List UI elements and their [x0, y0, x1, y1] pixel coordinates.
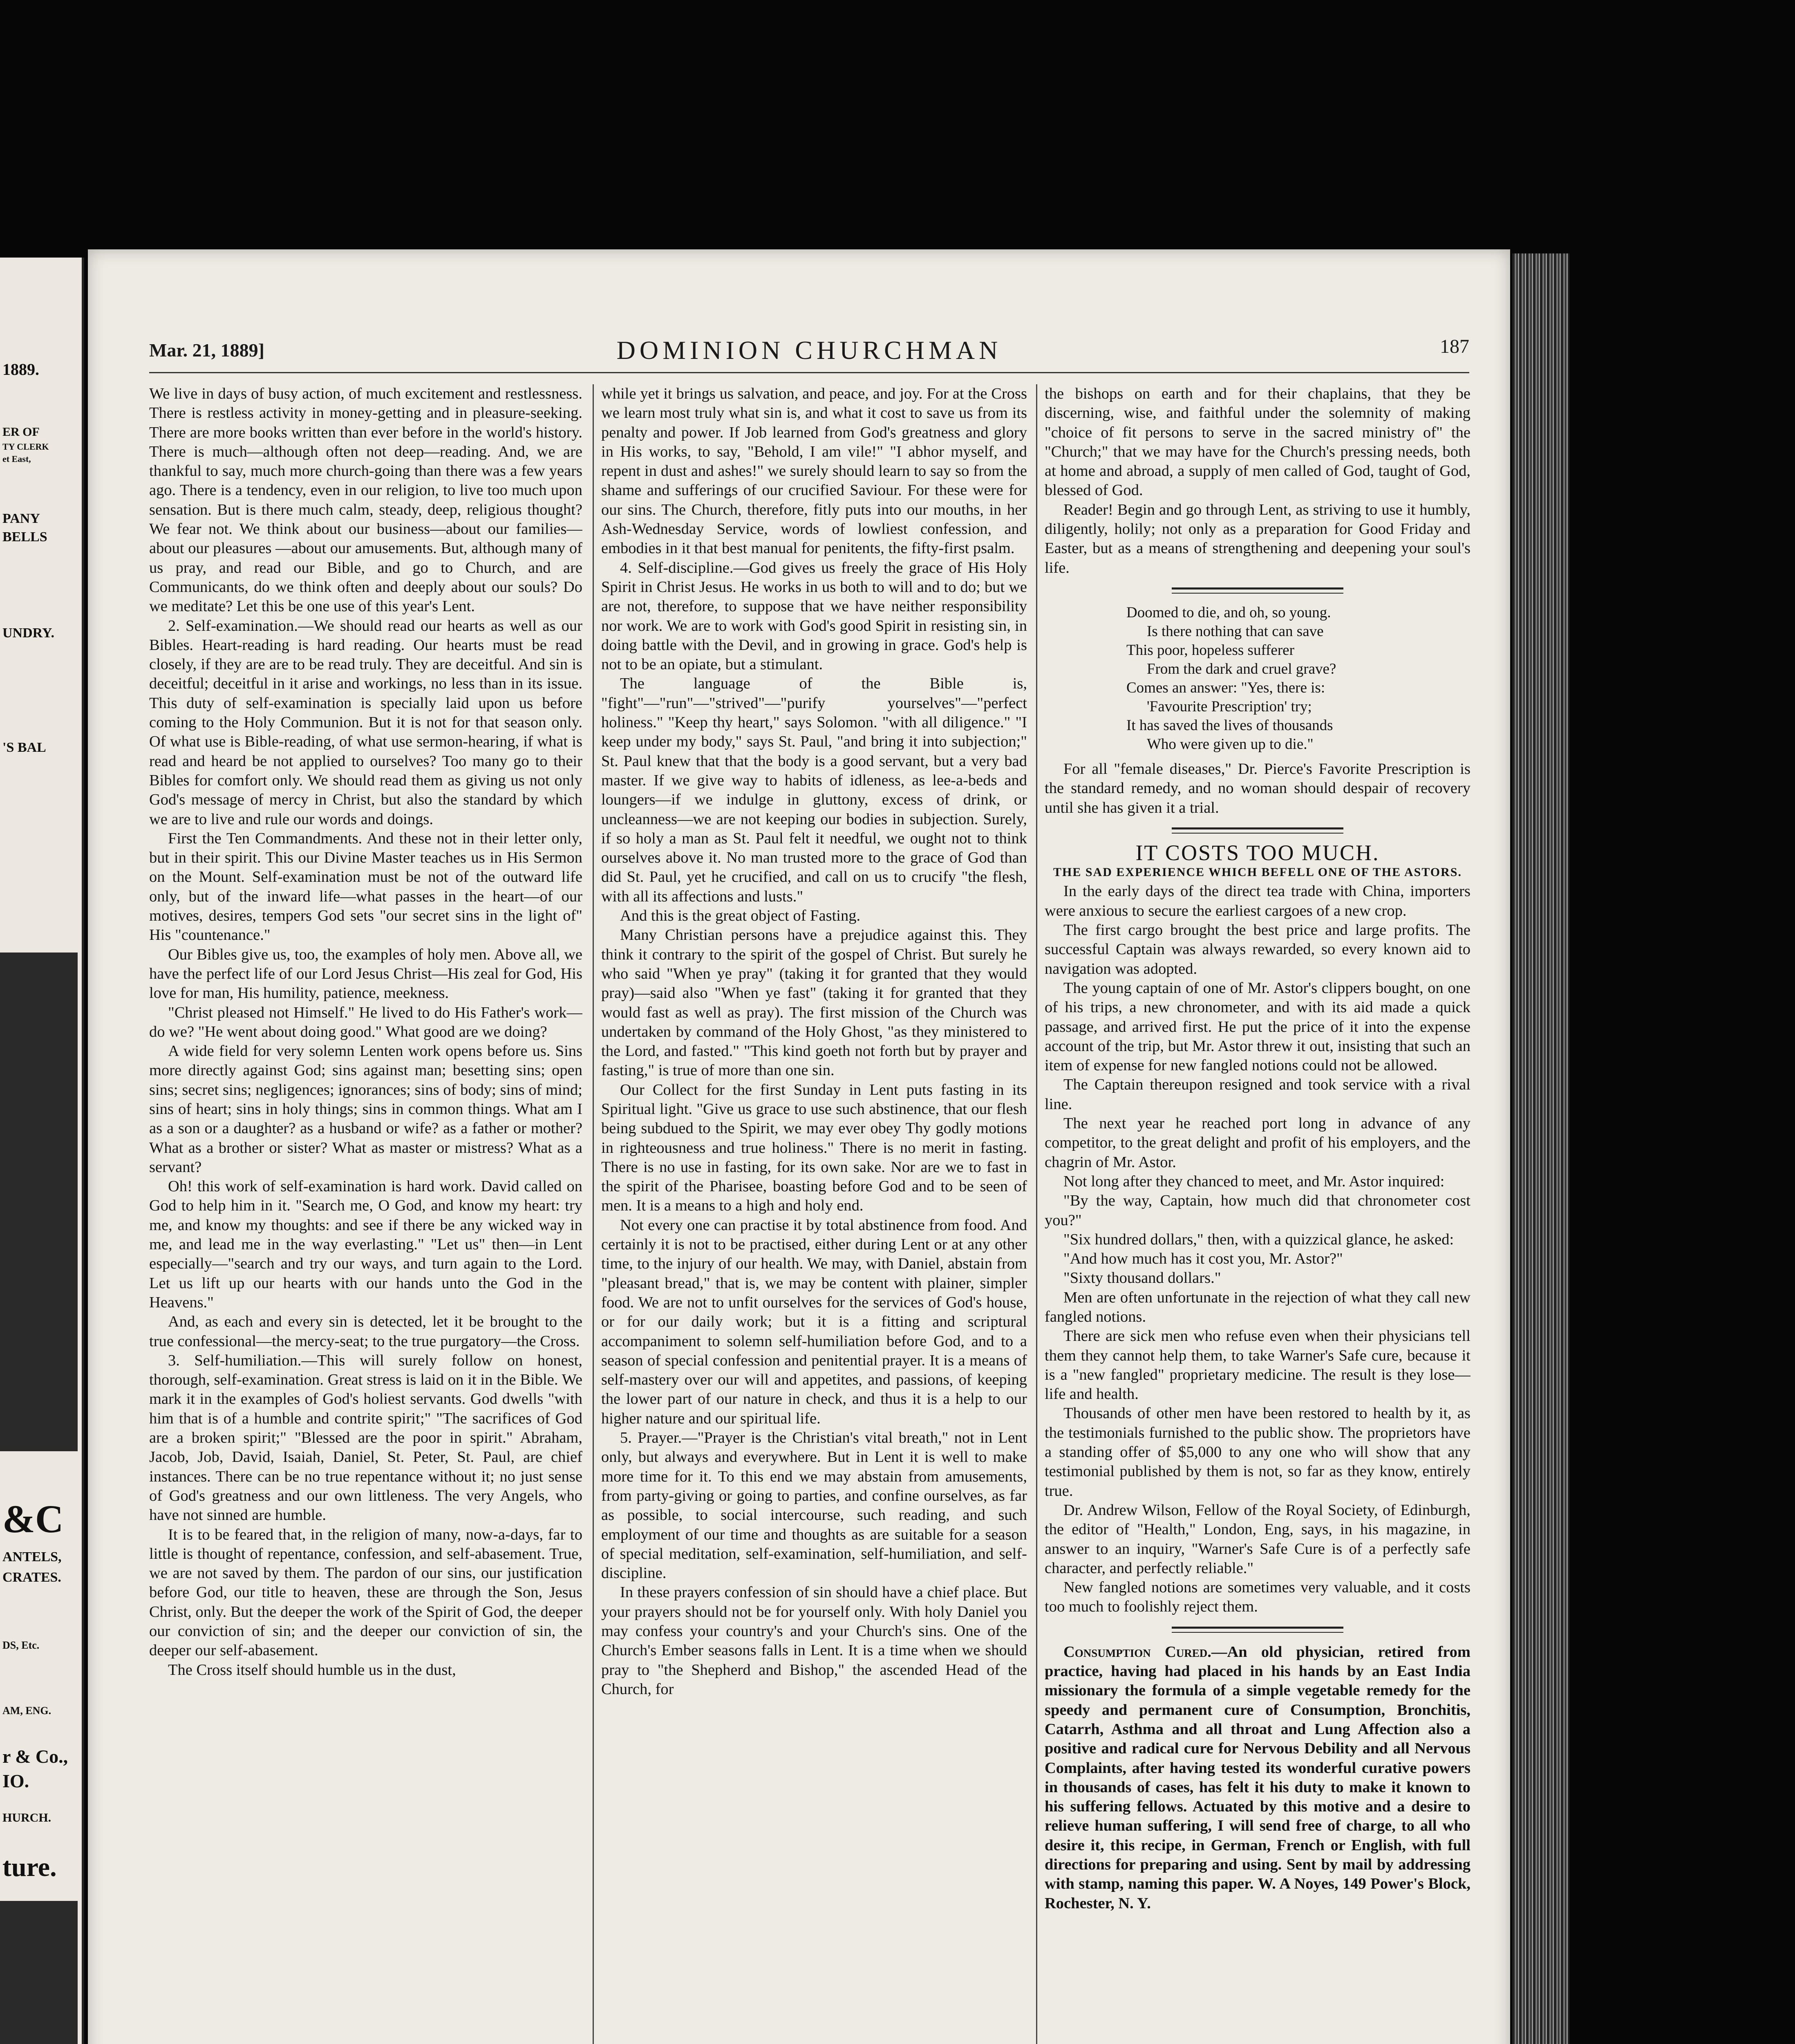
prev-page-fragment: IO.: [2, 1771, 29, 1791]
prev-page-fragment: r & Co.,: [2, 1746, 68, 1767]
page-header: [149, 335, 1469, 368]
paragraph: 3. Self-humiliation.—This will surely follow on honest, thorough, self-examination. Great stress is laid on it in the Bible. We mark it in the examples of God's holiest servants. God dwells "with him that is of a humble and contrite spirit;" "The sacrifices of God are a broken spirit;" "Blessed are the poor in spirit." Abraham, Jacob, Job, David, Isaiah, Daniel, St. Peter, St. Paul, are chief instances. There can be no true repentance without it; no just sense of God's greatness and our own littleness. The very Angels, who have not sinned are humble.: [149, 1351, 582, 1524]
paragraph: Not every one can practise it by total abstinence from food. And certainly it is not to be practised, either during Lent or at any other time, to the injury of our health. We may, with Daniel, abstain from "pleasant bread," that is, we may be content with plainer, simpler food. We are not to unfit ourselves for the services of God's house, or for our daily work; but it is a fitting and scriptural accompaniment to solemn self-humiliation before God, and to a season of special confession and penitential prayer. It is a means of self-mastery over our will and appetites, and passions, of keeping the lower part of our nature in check, and thus it is a help to our higher nature and our spiritual life.: [601, 1216, 1027, 1427]
paragraph: Thousands of other men have been restored to health by it, as the testimonials furnished to the public show. The proprietors have a standing offer of $5,000 to any one who will show that any testimonial published by them is not, so far as they know, entirely true.: [1045, 1405, 1470, 1499]
section-divider: [1172, 1627, 1343, 1633]
paragraph: New fangled notions are sometimes very valuable, and it costs too much to foolishly reject them.: [1045, 1579, 1470, 1616]
paragraph: Not long after they chanced to meet, and Mr. Astor inquired:: [1063, 1172, 1445, 1190]
advertisement: [1045, 1643, 1470, 1913]
column-1: [149, 384, 582, 2044]
poem-line: Is there nothing that can save: [1147, 623, 1324, 640]
advertisement-text: —An old physician, retired from practice, having had placed in his hands by an East India missionary the formula of a simple vegetable remedy for the speedy and permanent cure of Consumption, Bronchitis, Catarrh, Asthma and all throat and Lung Affection also a positive and radical cure for Nervous Debility and all Nervous Complaints, after having tested its wonderful curative powers in thousands of cases, has felt it his duty to make it known to his suffering fellows. Actuated by this motive and a desire to relieve human suffering, I will send free of charge, to all who desire it, this recipe, in German, French or English, with full directions for preparing and using. Sent by mail by addressing with stamp, naming this paper. W. A Noyes, 149 Power's Block, Rochester, N. Y.: [1045, 1643, 1470, 1912]
column-2: [593, 384, 1027, 2044]
paragraph: We live in days of busy action, of much excitement and restlessness. There is restless activity in money-getting and in pleasure-seeking. There are more books written than ever before in the world's history. There is much—although often not deep—reading. And, we are thankful to say, much more church-going than there was a few years ago. There is a tendency, even in our religion, to live too much upon sensation. But is there much calm, steady, deep, religious thought? We fear not. We think about our business—about our families—about our pleasures —about our amusements. But, although many of us pray, and read our Bible, and go to Church, and are Communicants, do we think often and deeply about our souls? Do we meditate? Let this be one use of this year's Lent.: [149, 385, 582, 615]
paragraph: Men are often unfortunate in the rejection of what they call new fangled notions.: [1045, 1289, 1470, 1325]
prev-page-fragment: ture.: [2, 1852, 57, 1882]
prev-page-fragment: PANY: [2, 511, 40, 526]
paragraph: while yet it brings us salvation, and peace, and joy. For at the Cross we learn most truly what sin is, and what it cost to save us from its penalty and power. If Job learned from God's greatness and glory in His works, to say, "Behold, I am vile!" "I abhor myself, and repent in dust and ashes!" we surely should learn to say so from the shame and sufferings of our crucified Saviour. For these were for our sins. The Church, therefore, fitly puts into our mouths, in her Ash-Wednesday Service, words of lowliest confession, and embodies in it that best manual for penitents, the fifty-first psalm.: [601, 385, 1027, 557]
page-edges: [1512, 253, 1569, 2044]
section-divider: [1172, 827, 1343, 834]
previous-page-edge: [0, 258, 84, 2044]
advert-poem: [1045, 603, 1470, 754]
poem-line: Comes an answer: "Yes, there is:: [1126, 679, 1325, 696]
paragraph: 2. Self-examination.—We should read our hearts as well as our Bibles. Heart-reading is hard reading. Our hearts must be read closely, if they are are to be read truly. They are deceitful. And sin is deceitful; deceitful in it arise and workings, no less than in its issue. This duty of self-examination is specially laid upon us before coming to the Holy Communion. But it is not for that season only. Of what use is Bible-reading, of what use sermon-hearing, if what is read and heard be not applied to ourselves? Too many go to their Bibles for comfort only. We should read them as giving us not only God's message of mercy in Christ, but also the standard by which we are to live and rule our words and doings.: [149, 617, 582, 828]
article-heading: IT COSTS TOO MUCH.: [1135, 840, 1380, 865]
prev-page-fragment: 'S BAL: [2, 740, 46, 755]
masthead-title: DOMINION CHURCHMAN: [616, 336, 1002, 365]
prev-page-fragment: TY CLERK: [2, 442, 49, 452]
paragraph: Reader! Begin and go through Lent, as striving to use it humbly, diligently, holily; not only as a preparation for Good Friday and Easter, but as a means of strengthening and deepening your soul's life.: [1045, 501, 1470, 576]
section-divider: [1172, 587, 1343, 594]
prev-page-illustration: [0, 953, 78, 1451]
paragraph: 4. Self-discipline.—God gives us freely the grace of His Holy Spirit in Christ Jesus. He works in us both to will and to do; but we are not, therefore, to suppose that we have neither responsibility nor work. We are to work with God's good Spirit in resisting sin, in doing battle with the Devil, and in growing in grace. God's help is not to be an opiate, but a stimulant.: [601, 559, 1027, 673]
prev-page-illustration: [0, 1901, 78, 2044]
prev-page-fragment: 1889.: [2, 360, 39, 379]
paragraph: "And how much has it cost you, Mr. Astor?": [1063, 1250, 1343, 1268]
paragraph: A wide field for very solemn Lenten work opens before us. Sins more directly against God; sins against man; besetting sins; open sins; secret sins; negligences; ignorances; sins of body; sins of mind; sins of heart; sins in holy things; sins in common things. What am I as a son or a daughter? as a husband or wife? as a father or mother? What as a brother or sister? What as master or mistress? What as a servant?: [149, 1042, 582, 1176]
paragraph: "Six hundred dollars," then, with a quizzical glance, he asked:: [1063, 1230, 1454, 1248]
prev-page-fragment: AM, ENG.: [2, 1705, 51, 1717]
paragraph: The Cross itself should humble us in the dust,: [168, 1661, 456, 1679]
column-3: [1036, 384, 1470, 2044]
prev-page-fragment: CRATES.: [2, 1570, 61, 1585]
paragraph: In the early days of the direct tea trade with China, importers were anxious to secure the earliest cargoes of a new crop.: [1045, 883, 1470, 919]
paragraph: The Captain thereupon resigned and took service with a rival line.: [1045, 1076, 1470, 1113]
poem-line: This poor, hopeless sufferer: [1126, 641, 1294, 659]
poem-line: From the dark and cruel grave?: [1147, 660, 1336, 677]
paragraph: In these prayers confession of sin should have a chief place. But your prayers should not be for yourself only. With holy Daniel you may confess your country's and your Church's sins. One of the Church's Ember seasons falls in Lent. It is a time when we should pray to "the Shepherd and Bishop," the ascended Head of the Church, for: [601, 1584, 1027, 1698]
paragraph: And, as each and every sin is detected, let it be brought to the true confessional—the mercy-seat; to the true purgatory—the Cross.: [149, 1313, 582, 1350]
prev-page-fragment: BELLS: [2, 529, 47, 545]
paragraph: And this is the great object of Fasting.: [620, 907, 861, 925]
paragraph: Our Collect for the first Sunday in Lent puts fasting in its Spiritual light. "Give us grace to use such abstinence, that our flesh being subdued to the Spirit, we may ever obey Thy godly motions in righteousness and true holiness." There is no merit in fasting. There is no use in fasting, for its own sake. Nor are we to fast in the spirit of the Pharisee, boasting before God and to be seen of men. It is a means to a high and holy end.: [601, 1081, 1027, 1215]
newspaper-page: [88, 249, 1510, 2044]
page-number: 187: [1440, 336, 1469, 357]
prev-page-fragment: DS, Etc.: [2, 1639, 40, 1651]
paragraph: The young captain of one of Mr. Astor's clippers bought, on one of his trips, a new chronometer, and with its aid made a quick passage, and arrived first. He put the price of it into the expense account of the trip, but Mr. Astor threw it out, insisting that such an item of expense for new fangled notions could not be allowed.: [1045, 979, 1470, 1074]
paragraph: It is to be feared that, in the religion of many, now-a-days, far to little is thought of repentance, confession, and self-abasement. True, we are not saved by them. The pardon of our sins, our justification before God, our title to heaven, these are through the Son, Jesus Christ, only. But the deeper the work of the Spirit of God, the deeper our conviction of sin; and the deeper our conviction of sin, the deeper our self-abasement.: [149, 1526, 582, 1659]
prev-page-fragment: HURCH.: [2, 1811, 51, 1824]
paragraph: the bishops on earth and for their chaplains, that they be discerning, wise, and faithful under the solemnity of making "choice of fit persons to serve in the sacred ministry of" the "Church;" that we may have for the Church's pressing needs, both at home and abroad, a supply of men called of God, taught of God, blessed of God.: [1045, 385, 1470, 499]
prev-page-fragment: ER OF: [2, 425, 40, 439]
paragraph: Many Christian persons have a prejudice against this. They think it contrary to the spirit of the gospel of Christ. But surely he who said "When ye pray" (taking it for granted that they would pray)—said also "When ye fast" (taking it for granted that they would fast as well as pray). The first mission of the Church was undertaken by command of the Holy Ghost, "as they ministered to the Lord, and fasted." "This kind goeth not forth but by prayer and fasting," is true of more than one sin.: [601, 926, 1027, 1079]
header-rule: [149, 372, 1469, 373]
paragraph: "By the way, Captain, how much did that chronometer cost you?": [1045, 1192, 1470, 1229]
paragraph: First the Ten Commandments. And these not in their letter only, but in their spirit. This our Divine Master teaches us in His Sermon on the Mount. Self-examination must be not of the outward life only, but of the inward life—what passes in the heart—of our motives, desires, tempers God sets "our secret sins in the light of" His "countenance.": [149, 829, 582, 944]
paragraph: The first cargo brought the best price and large profits. The successful Captain was always rewarded, so every known aid to navigation was adopted.: [1045, 921, 1470, 977]
poem-line: Doomed to die, and oh, so young.: [1126, 604, 1331, 621]
paragraph: "Sixty thousand dollars.": [1063, 1269, 1221, 1287]
paragraph: 5. Prayer.—"Prayer is the Christian's vital breath," not in Lent only, but always and everywhere. But in Lent it is well to make more time for it. To this end we may abstain from amusements, from party-giving or going to parties, and confine ourselves, as far as possible, to social intercourse, such reading, and such employment of our time and thoughts as are suitable for a season of special meditation, self-examination, self-humiliation, and self-discipline.: [601, 1429, 1027, 1582]
prev-page-fragment: ANTELS,: [2, 1549, 62, 1564]
poem-line: It has saved the lives of thousands: [1126, 717, 1333, 734]
paragraph: Dr. Andrew Wilson, Fellow of the Royal Society, of Edinburgh, the editor of "Health," London, Eng, says, in his magazine, in answer to an inquiry, "Warner's Safe Cure is of a perfectly safe character, and perfectly reliable.": [1045, 1501, 1470, 1577]
paragraph: The language of the Bible is, "fight"—"run"—"strived"—"purify yourselves"—"perfect holiness." "Keep thy heart," says Solomon. "with all diligence." "I keep under my body," says St. Paul, "and bring it into subjection;" St. Paul knew that that the body is a good servant, but a very bad master. If we give way to habits of idleness, as lee-a-beds and loungers—if we indulge in gluttony, excess of drink, or uncleanness—we are not keeping our bodies in subjection. Surely, if so holy a man as St. Paul felt it needful, we ought not to think ourselves above it. No man trusted more to the grace of God than did St. Paul, yet he crucified, and call on us to crucify "the flesh, with all its affections and lusts.": [601, 675, 1027, 905]
paragraph: For all "female diseases," Dr. Pierce's Favorite Prescription is the standard remedy, and no woman should despair of recovery until she has given it a trial.: [1045, 760, 1470, 816]
article-subheading: THE SAD EXPERIENCE WHICH BEFELL ONE OF THE ASTORS.: [1053, 865, 1462, 879]
advertisement-lead: Consumption Cured.: [1063, 1643, 1211, 1661]
prev-page-fragment: et East,: [2, 454, 31, 464]
paragraph: "Christ pleased not Himself." He lived to do His Father's work—do we? "He went about doing good." What good are we doing?: [149, 1004, 582, 1040]
paragraph: Our Bibles give us, too, the examples of holy men. Above all, we have the perfect life of our Lord Jesus Christ—His zeal for God, His love for man, His humility, patience, meekness.: [149, 946, 582, 1002]
poem-line: 'Favourite Prescription' try;: [1147, 698, 1312, 715]
paragraph: There are sick men who refuse even when their physicians tell them they cannot help them, to take Warner's Safe cure, because it is a "new fangled" proprietary medicine. The result is they lose—life and health.: [1045, 1327, 1470, 1403]
prev-page-fragment: UNDRY.: [2, 625, 54, 641]
prev-page-fragment: &C: [2, 1497, 64, 1541]
issue-date: Mar. 21, 1889]: [149, 340, 264, 361]
paragraph: The next year he reached port long in advance of any competitor, to the great delight and profit of his employers, and the chagrin of Mr. Astor.: [1045, 1115, 1470, 1171]
paragraph: Oh! this work of self-examination is hard work. David called on God to help him in it. "Search me, O God, and know my heart: try me, and know my thoughts: and see if there be any wicked way in me, and lead me in the way everlasting." "Let us" then—in Lent especially—"search and try our ways, and turn again to the Lord. Let us lift up our hearts with our hands unto the God in the Heavens.": [149, 1178, 582, 1311]
poem-line: Who were given up to die.": [1147, 735, 1314, 753]
